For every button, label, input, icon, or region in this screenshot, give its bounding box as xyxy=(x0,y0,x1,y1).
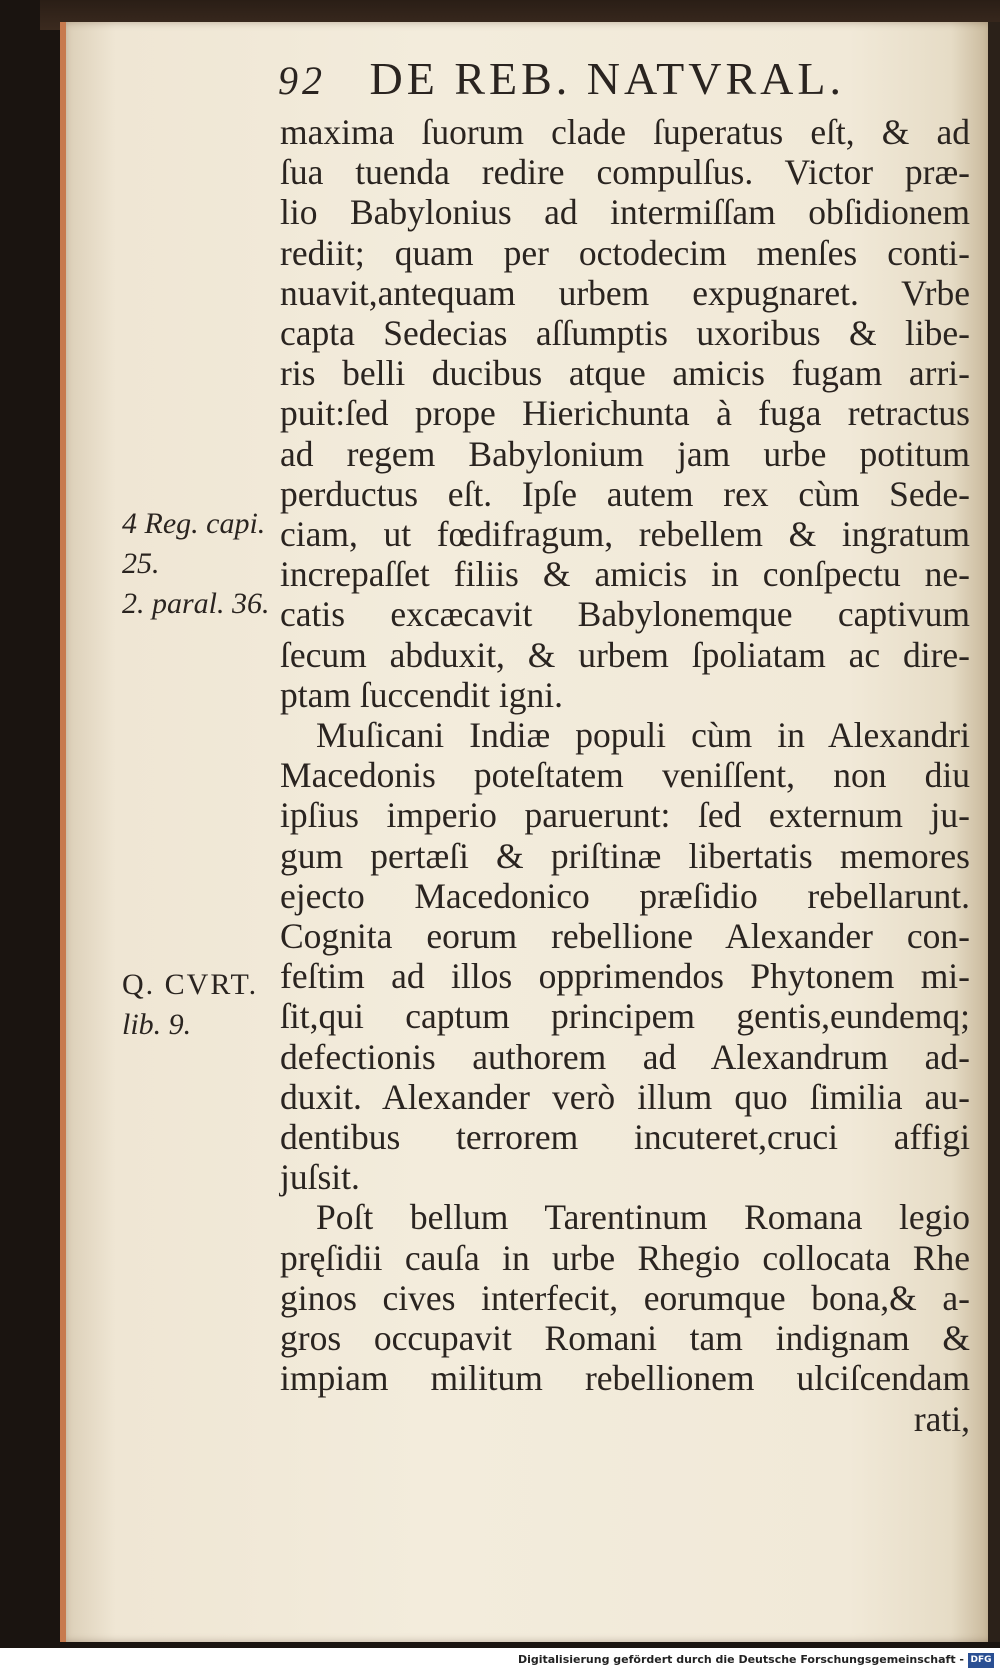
text-line: pręſidii cauſa in urbe Rhegio collocata Rhe xyxy=(280,1237,970,1278)
footer-credit: Digitalisierung gefördert durch die Deutsche Forschungsgemeinschaft - xyxy=(517,1653,964,1666)
running-title: DE REB. NATVRAL. xyxy=(369,53,845,104)
margin-note-reg xyxy=(122,504,270,624)
margin-note-line: 25. xyxy=(122,547,160,580)
text-line: feſtim ad illos opprimendos Phytonem mi- xyxy=(280,956,970,997)
page-right-edge xyxy=(988,22,1000,1642)
footer-bar xyxy=(0,1650,1000,1672)
text-line: maxima ſuorum clade ſuperatus eſt, & ad xyxy=(280,112,970,152)
text-line: rati, xyxy=(913,1398,970,1439)
text-line: ad regem Babylonium jam urbe potitum xyxy=(280,433,970,474)
text-line: Macedonis poteſtatem veniſſent, non diu xyxy=(280,755,970,796)
page-left-edge xyxy=(60,22,66,1642)
text-line: dentibus terrorem incuteret,cruci affigi xyxy=(280,1117,970,1158)
text-line: ginos cives interfecit, eorumque bona,& a- xyxy=(280,1277,970,1318)
body-text xyxy=(280,112,970,1439)
text-line: Cognita eorum rebellione Alexander con- xyxy=(280,916,970,957)
margin-note-line: lib. 9. xyxy=(122,1008,192,1041)
text-line: ejecto Macedonico præſidio rebellarunt. xyxy=(280,875,970,916)
text-line: ciam, ut fœdifragum, rebellem & ingratum xyxy=(280,514,970,555)
text-line: duxit. Alexander verò illum quo ſimilia au- xyxy=(280,1076,970,1117)
page-number: 92 xyxy=(278,58,326,103)
text-line: Muſicani Indiæ populi cùm in Alexandri xyxy=(316,715,970,756)
text-line: juſsit. xyxy=(280,1157,360,1198)
text-line: capta Sedecias aſſumptis uxoribus & libe- xyxy=(280,313,970,354)
text-line: puit:ſed prope Hierichunta à fuga retractus xyxy=(280,393,970,434)
text-line: Poſt bellum Tarentinum Romana legio xyxy=(316,1197,970,1238)
margin-note-line: Q. CVRT. xyxy=(122,968,259,1001)
text-line: lio Babylonius ad intermiſſam obſidionem xyxy=(280,192,970,233)
text-line: ſit,qui captum principem gentis,eundemq; xyxy=(280,996,970,1037)
text-line: ipſius imperio paruerunt: ſed externum ju- xyxy=(280,795,970,836)
text-line: ptam ſuccendit igni. xyxy=(280,674,563,715)
text-line: rediit; quam per octodecim menſes conti- xyxy=(280,232,970,273)
running-header xyxy=(278,52,918,112)
text-line: increpaſſet filiis & amicis in conſpectu ne- xyxy=(280,554,970,595)
text-line: defectionis authorem ad Alexandrum ad- xyxy=(280,1036,970,1077)
text-line: catis excæcavit Babylonemque captivum xyxy=(280,594,970,635)
margin-note-line: 4 Reg. capi. xyxy=(122,507,266,540)
text-line: impiam militum rebellionem ulciſcendam xyxy=(280,1358,970,1399)
text-line: ſua tuenda redire compulſus. Victor præ- xyxy=(280,152,970,193)
margin-note-curt xyxy=(122,965,258,1045)
dfg-logo: DFG xyxy=(968,1653,994,1668)
text-line: gros occupavit Romani tam indignam & xyxy=(280,1318,970,1359)
text-line: nuavit,antequam urbem expugnaret. Vrbe xyxy=(280,272,970,313)
text-line: ſecum abduxit, & urbem ſpoliatam ac dire- xyxy=(280,634,970,675)
text-line: gum pertæſi & priſtinæ libertatis memores xyxy=(280,835,970,876)
text-line: ris belli ducibus atque amicis fugam arri- xyxy=(280,353,970,394)
margin-note-line: 2. paral. 36. xyxy=(122,587,270,620)
text-line: perductus eſt. Ipſe autem rex cùm Sede- xyxy=(280,473,970,514)
